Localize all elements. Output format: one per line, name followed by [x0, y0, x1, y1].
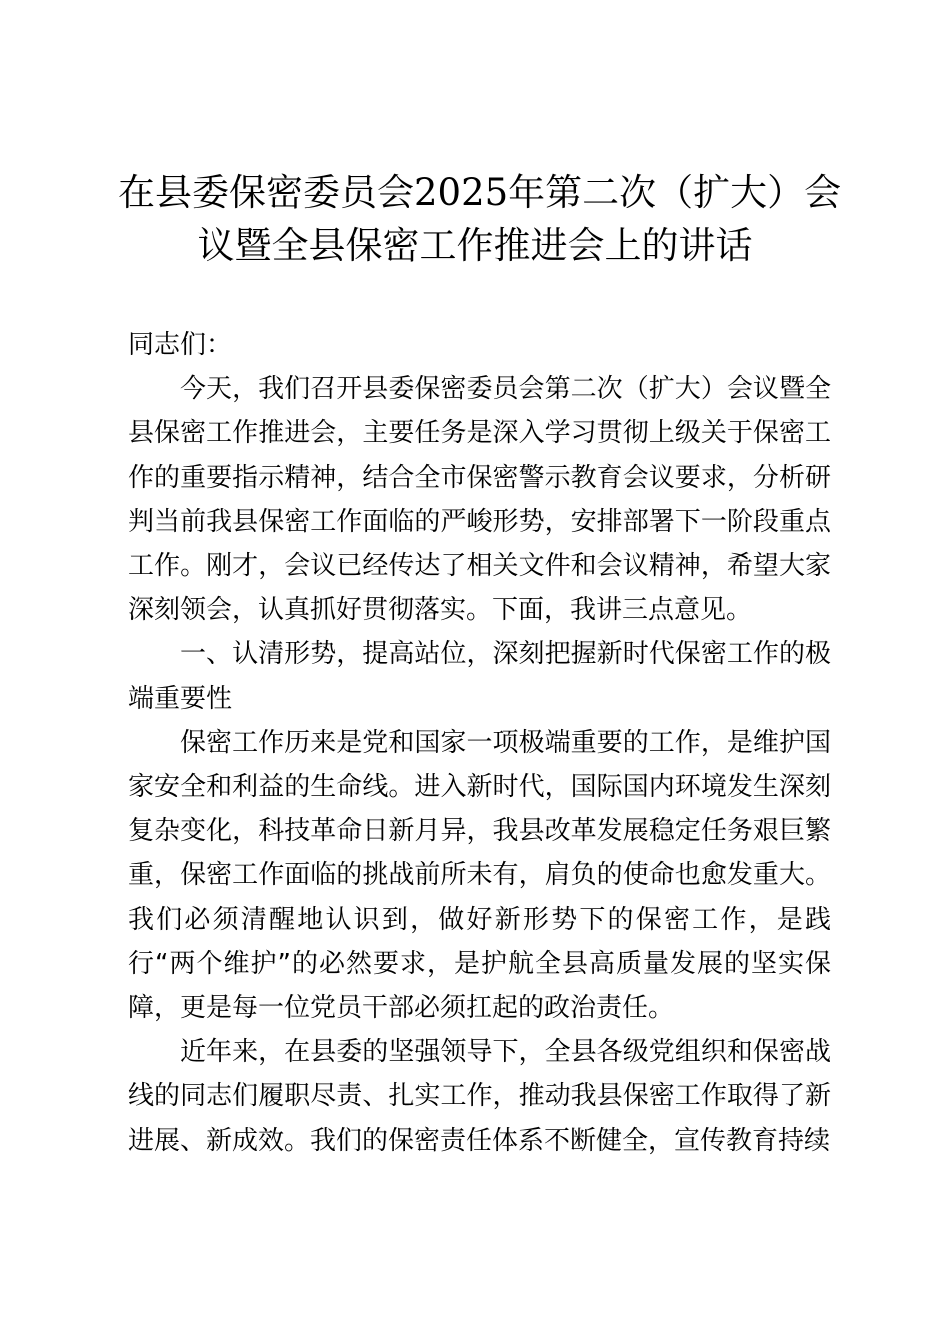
paragraph-importance: 保密工作历来是党和国家一项极端重要的工作，是维护国家安全和利益的生命线。进入新时代，国际国内环境发生深刻复杂变化，科技革命日新月异，我县改革发展稳定任务艰巨繁重，保密工作面临的挑战前所未有，肩负的使命也愈发重大。我们必须清醒地认识到，做好新形势下的保密工作，是践行“两个维护”的必然要求，是护航全县高质量发展的坚实保障，更是每一位党员干部必须扛起的政治责任。: [128, 727, 831, 1024]
salutation: 同志们：: [128, 330, 233, 360]
paragraph-progress: 近年来，在县委的坚强领导下，全县各级党组织和保密战线的同志们履职尽责、扎实工作，推动我县保密工作取得了新进展、新成效。我们的保密责任体系不断健全，宣传教育持续: [128, 1037, 831, 1156]
paragraph-opening: 今天，我们召开县委保密委员会第二次（扩大）会议暨全县保密工作推进会，主要任务是深入学习贯彻上级关于保密工作的重要指示精神，结合全市保密警示教育会议要求，分析研判当前我县保密工作面临的严峻形势，安排部署下一阶段重点工作。刚才，会议已经传达了相关文件和会议精神，希望大家深刻领会，认真抓好贯彻落实。下面，我讲三点意见。: [128, 374, 831, 626]
title-line-1: 在县委保密委员会2025年第二次（扩大）会: [118, 171, 842, 214]
section-heading-1: 一、认清形势，提高站位，深刻把握新时代保密工作的极端重要性: [128, 639, 831, 714]
document-title: [118, 166, 842, 272]
title-line-2: 议暨全县保密工作推进会上的讲话: [197, 224, 753, 267]
document-body: [128, 323, 831, 1163]
